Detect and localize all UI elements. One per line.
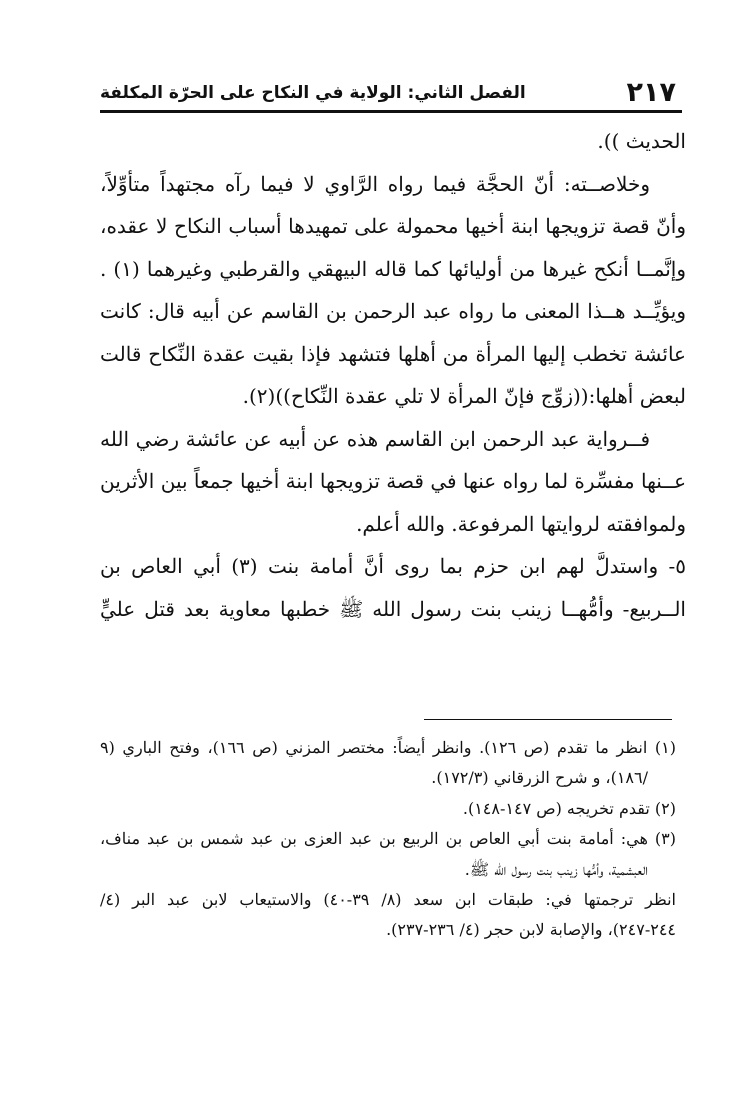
running-title: الفصل الثاني: الولاية في النكاح على الحرّة المكلفة	[100, 83, 526, 103]
text-line: ٥- واستدلَّ لهم ابن حزم بما روى أنَّ أمامة بنت (٣) أبي العاص بن	[100, 554, 686, 578]
page-number: ٢١٧	[626, 77, 676, 108]
footnote-line: العبشمية، وأمُّها زينب بنت رسول الله ﷺ.	[464, 859, 648, 879]
text-line: عائشة تخطب إليها المرأة من أهلها فتشهد فإذا بقيت عقدة النِّكاح قالت	[100, 341, 686, 366]
footnote-line: (١) انظر ما تقدم (ص ١٢٦). وانظر أيضاً: مختصر المزني (ص ١٦٦)، وفتح الباري (٩	[100, 738, 676, 757]
text-line: ولموافقته لروايتها المرفوعة. والله أعلم.	[356, 511, 686, 536]
header-rule	[100, 110, 682, 113]
text-line: فــرواية عبد الرحمن ابن القاسم هذه عن أبيه عن عائشة رضي الله	[100, 426, 650, 451]
text-line: ويؤيِّــد هــذا المعنى ما رواه عبد الرحمن بن القاسم عن أبيه قال: كانت	[100, 299, 686, 323]
footnotes	[100, 733, 676, 946]
text-line: عــنها مفسِّرة لما رواه عنها في قصة تزويجها ابنة أخيها جمعاً بين الأثرين	[100, 469, 686, 493]
text-line: الحديث )).	[597, 129, 686, 153]
text-line: لبعض أهلها:((زوِّج فإنّ المرأة لا تلي عقدة النِّكاح))(٢).	[242, 384, 686, 408]
text-line: وأنّ قصة تزويجها ابنة أخيها محمولة على تمهيدها أسباب النكاح لا عقده،	[100, 214, 686, 238]
footnote-line: (٢) تقدم تخريجه (ص ١٤٧-١٤٨).	[462, 798, 676, 818]
page-header	[70, 76, 682, 110]
text-line: وإنَّمــا أنكح غيرها من أوليائها كما قاله البيهقي والقرطبي وغيرهما (١) .	[100, 256, 686, 281]
footnote-line: انظر ترجمتها في: طبقات ابن سعد (٨/ ٣٩-٤٠) والاستيعاب لابن عبد البر (٤/	[100, 890, 676, 910]
main-text	[100, 120, 686, 630]
footnote-separator	[424, 719, 672, 720]
text-line: وخلاصــته: أنّ الحجَّة فيما رواه الرَّاوي لا فيما رآه مجتهداً متأوِّلاً،	[100, 171, 650, 196]
text-line: الــربيع- وأمُّهــا زينب بنت رسول الله ﷺ خطبها معاوية بعد قتل عليٍّ	[100, 596, 686, 621]
footnote-line: ٢٤٤-٢٤٧)، والإصابة لابن حجر (٤/ ٢٣٦-٢٣٧).	[386, 920, 676, 940]
footnote-line: (٣) هي: أمامة بنت أبي العاص بن الربيع بن عبد العزى بن عبد شمس بن عبد مناف،	[100, 829, 676, 849]
footnote-line: /١٨٦)، و شرح الزرقاني (١٧٢/٣).	[431, 768, 648, 788]
